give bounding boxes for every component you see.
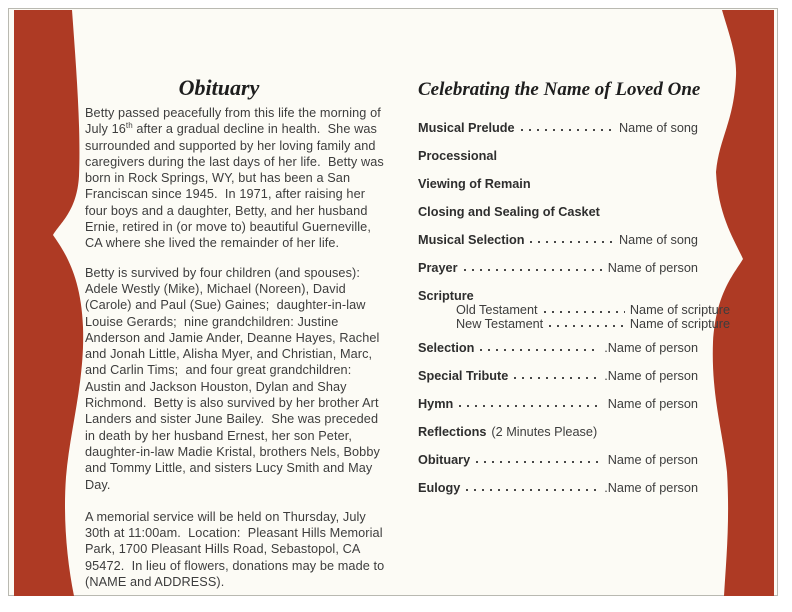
obituary-paragraph-2: Betty is survived by four children (and spouses): Adele Westly (Mike), Michael (Noreen), David (Carole) and Paul (Sue) Gaines; daughter-in-law Louise Gerards; nine grandchildren: Justine Anderson and Jamie Ander, Deanne Hayes, Rachel and Jonah Little, Alisha Myer, and Christian, Marc, and Carlin Tims; and four great grandchildren: Austin and Jackson Houston, Dylan and Shay Richmond. Betty is also survived by her brother Art Landers and sister June Bailey. She was preceded in death by her husband Ernest, her son Peter, daughter-in-law Madie Kristal, brothers Nels, Bobby and Tommy Little, and sisters Lucy Smith and May Day. [85,265,384,492]
item-label: Hymn [418,397,454,411]
item-value: Name of song [619,121,698,135]
dotted-leader [476,461,603,463]
item-label: Scripture [418,289,474,303]
dotted-leader [544,311,625,313]
program-item-eulogy [418,479,730,495]
order-of-service-page [418,79,730,495]
obituary-title: Obituary [178,75,260,100]
program-item-musical-selection [418,231,730,247]
program-item-viewing-of-remain [418,175,730,191]
item-value: Name of person [607,397,698,411]
item-value: Name of person [607,453,698,467]
item-label: Eulogy [418,481,461,495]
item-value: .Name of person [604,481,698,495]
item-note: (2 Minutes Please) [491,425,598,439]
program-item-special-tribute [418,367,730,383]
item-value: .Name of person [604,369,698,383]
program-item-new-testament [418,315,730,331]
obituary-paragraph-1 [85,105,387,252]
left-wave-accent [14,10,83,596]
dotted-leader [549,325,625,327]
program-card [8,8,778,596]
obituary-paragraph-1-rest: after a gradual decline in health. She was surrounded and supported by her loving family and caregivers during the last days of her life. Betty was born in Rock Springs, WY, but has been a San Franciscan since 1945. In 1971, after raising her four boys and a daughter, Betty, and her husband Ernie, retired in (or move to) beautiful Guerneville, CA where she lived the remainder of her life. [85,122,388,251]
item-label: Closing and Sealing of Casket [418,205,600,219]
item-label: Musical Prelude [418,121,515,135]
dotted-leader [459,405,602,407]
obituary-paragraph-3: A memorial service will be held on Thursday, July 30th at 11:00am. Location: Pleasant Hills Memorial Park, 1700 Pleasant Hills Road, Sebastopol, CA 95472. In lieu of flowers, donations may be made to (NAME and ADDRESS). [85,509,388,590]
dotted-leader [514,377,599,379]
dotted-leader [464,269,603,271]
item-label: Special Tribute [418,369,509,383]
ordinal-superscript: th [125,121,133,131]
item-label: Reflections [418,425,487,439]
program-item-reflections [418,423,730,439]
program-item-musical-prelude [418,119,730,135]
item-label: Processional [418,149,497,163]
program-item-prayer [418,259,730,275]
item-value: Name of scripture [629,317,730,331]
order-of-service-title: Celebrating the Name of Loved One [418,79,701,100]
dotted-leader [521,129,614,131]
item-label: Old Testament [456,303,538,317]
program-item-closing-and-sealing [418,203,730,219]
item-value: .Name of person [604,341,698,355]
item-label: Obituary [418,453,471,467]
item-label: Musical Selection [418,233,525,247]
dotted-leader [530,241,614,243]
dotted-leader [466,489,599,491]
order-of-service-list [418,119,730,495]
program-item-hymn [418,395,730,411]
item-value: Name of song [619,233,698,247]
item-value: Name of scripture [629,303,730,317]
item-value: Name of person [607,261,698,275]
dotted-leader [480,349,599,351]
program-item-obituary [418,451,730,467]
program-item-selection [418,339,730,355]
program-item-processional [418,147,730,163]
item-label: Viewing of Remain [418,177,531,191]
item-label: Prayer [418,261,458,275]
obituary-paragraph-1-text: Betty passed peacefully from this life the morning of July 16 [85,106,385,137]
obituary-page [85,75,387,590]
item-label: Selection [418,341,475,355]
item-label: New Testament [456,317,544,331]
